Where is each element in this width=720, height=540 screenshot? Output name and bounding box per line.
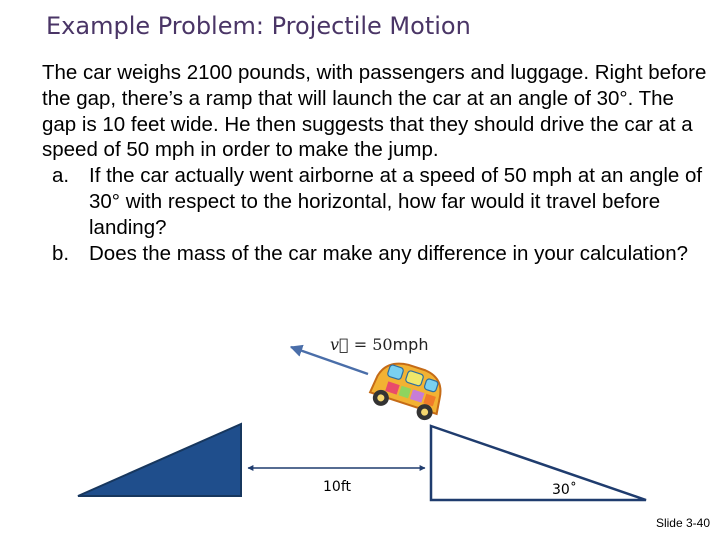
question-b-text: Does the mass of the car make any difference in your calculation? (89, 241, 688, 265)
slide-number: Slide 3-40 (655, 516, 710, 530)
car-illustration (367, 356, 448, 423)
question-a-marker: a. (52, 164, 70, 188)
velocity-symbol: v⃗ (330, 335, 349, 354)
slide-title: Example Problem: Projectile Motion (46, 12, 471, 40)
problem-intro: The car weighs 2100 pounds, with passengers and luggage. Right before the gap, there’s a ramp that will launch the car at an angle of 30°. The gap is 10 feet wide. He then suggests that they should drive the car at a speed of 50 mph in order to make the jump. (42, 61, 707, 162)
velocity-unit: mph (392, 335, 429, 354)
question-b-marker: b. (52, 241, 70, 265)
question-a-text: If the car actually went airborne at a speed of 50 mph at an angle of 30° with respect to the horizontal, how far would it travel before landing? (89, 164, 703, 239)
launch-ramp (78, 424, 241, 496)
ramp-angle-label: 30˚ (552, 482, 577, 498)
velocity-label (330, 335, 428, 354)
gap-width-label: 10ft (323, 479, 351, 495)
velocity-value: = 50 (348, 335, 393, 354)
landing-ramp (431, 426, 646, 500)
